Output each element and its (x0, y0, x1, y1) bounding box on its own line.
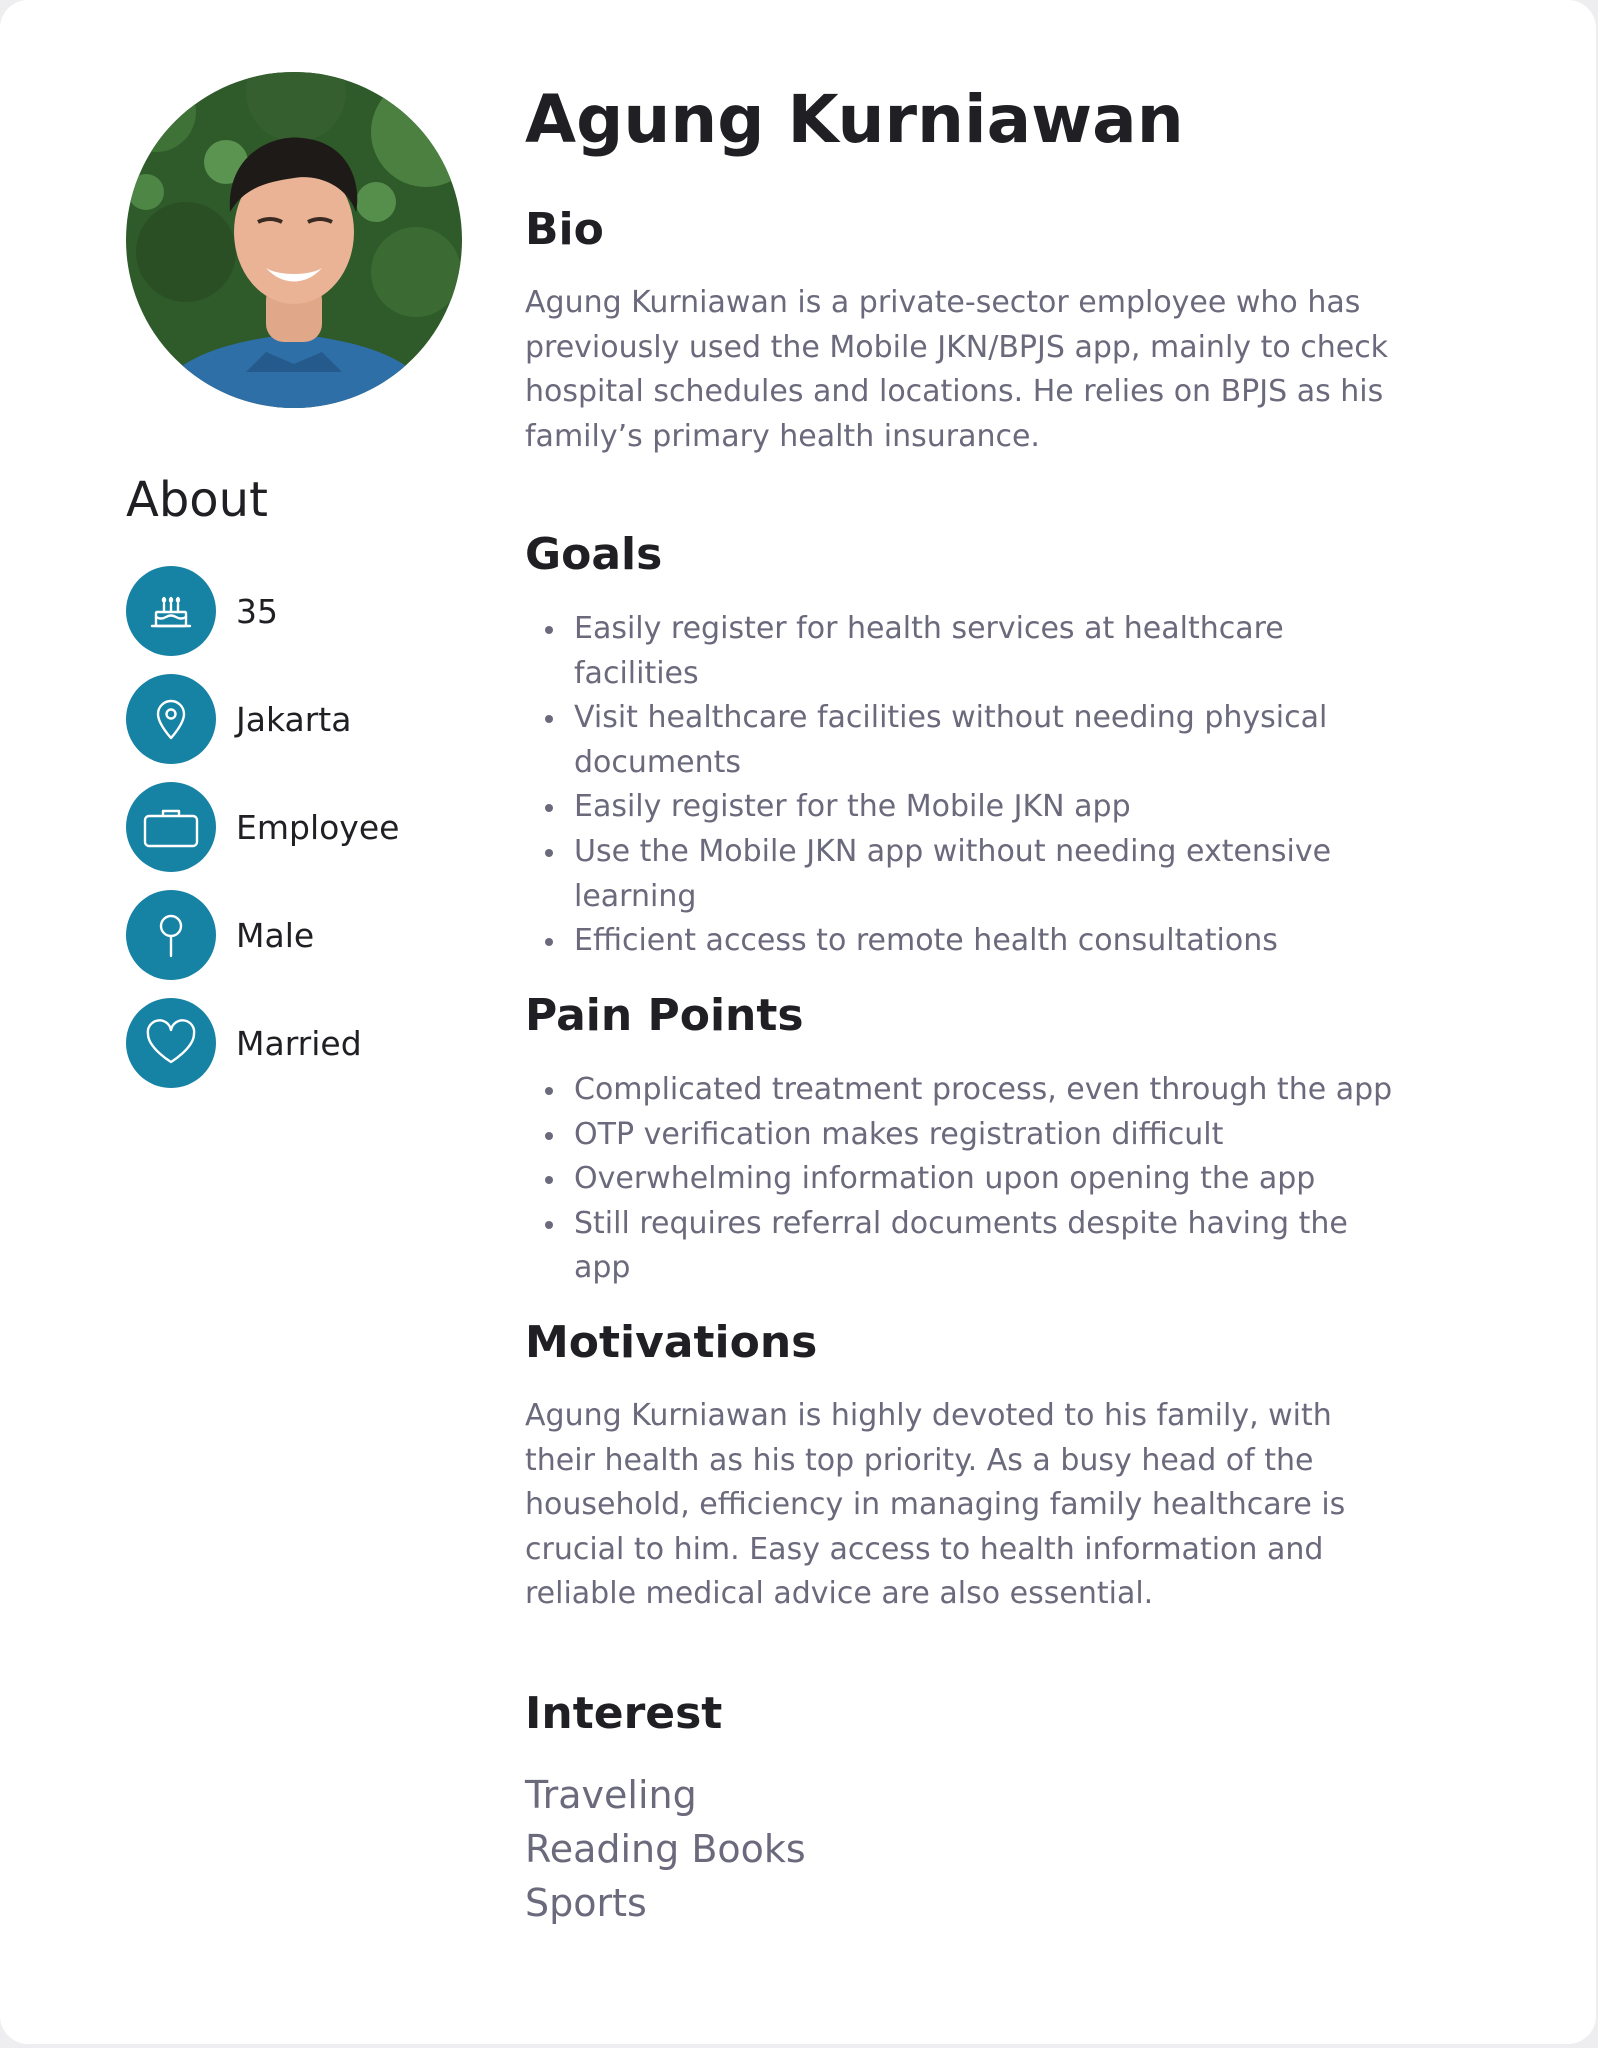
interest-heading: Interest (525, 1688, 723, 1739)
attribute-marital-status (126, 998, 526, 1088)
list-item: Easily register for the Mobile JKN app (525, 785, 1405, 830)
interest-item: Reading Books (525, 1827, 806, 1871)
goals-list (525, 607, 1405, 964)
bio-heading: Bio (525, 204, 604, 255)
profile-photo (126, 72, 462, 408)
pain-points-heading: Pain Points (525, 990, 804, 1041)
list-item: OTP verification makes registration difficult (525, 1113, 1405, 1158)
briefcase-icon (126, 782, 216, 872)
attribute-occupation (126, 782, 526, 872)
about-heading: About (126, 472, 268, 528)
attribute-age (126, 566, 526, 656)
motivations-heading: Motivations (525, 1317, 818, 1368)
interest-item: Traveling (525, 1773, 697, 1817)
attribute-label: Male (236, 915, 315, 955)
heart-icon (126, 998, 216, 1088)
attribute-label: 35 (236, 591, 278, 631)
location-pin-icon (126, 674, 216, 764)
list-item: Complicated treatment process, even through the app (525, 1068, 1405, 1113)
attribute-gender (126, 890, 526, 980)
list-item: Easily register for health services at healthcare facilities (525, 607, 1405, 696)
persona-name: Agung Kurniawan (525, 81, 1184, 158)
attribute-label: Employee (236, 807, 400, 847)
avatar (126, 72, 462, 408)
attribute-label: Jakarta (236, 699, 352, 739)
list-item: Overwhelming information upon opening the app (525, 1157, 1405, 1202)
list-item: Visit healthcare facilities without needing physical documents (525, 696, 1405, 785)
motivations-text: Agung Kurniawan is highly devoted to his family, with their health as his top priority. As a busy head of the household, efficiency in managing family healthcare is crucial to him. Easy access to health information and reliable medical advice are also essential. (525, 1398, 1346, 1612)
male-gender-icon (126, 890, 216, 980)
interest-item: Sports (525, 1881, 647, 1925)
list-item: Efficient access to remote health consultations (525, 919, 1405, 964)
pain-points-list (525, 1068, 1405, 1291)
attribute-label: Married (236, 1023, 362, 1063)
attribute-location (126, 674, 526, 764)
goals-heading: Goals (525, 529, 663, 580)
birthday-cake-icon (126, 566, 216, 656)
list-item: Still requires referral documents despite having the app (525, 1202, 1405, 1291)
list-item: Use the Mobile JKN app without needing extensive learning (525, 830, 1405, 919)
bio-text: Agung Kurniawan is a private-sector employee who has previously used the Mobile JKN/BPJS app, mainly to check hospital schedules and locations. He relies on BPJS as his family’s primary health insurance. (525, 285, 1389, 454)
